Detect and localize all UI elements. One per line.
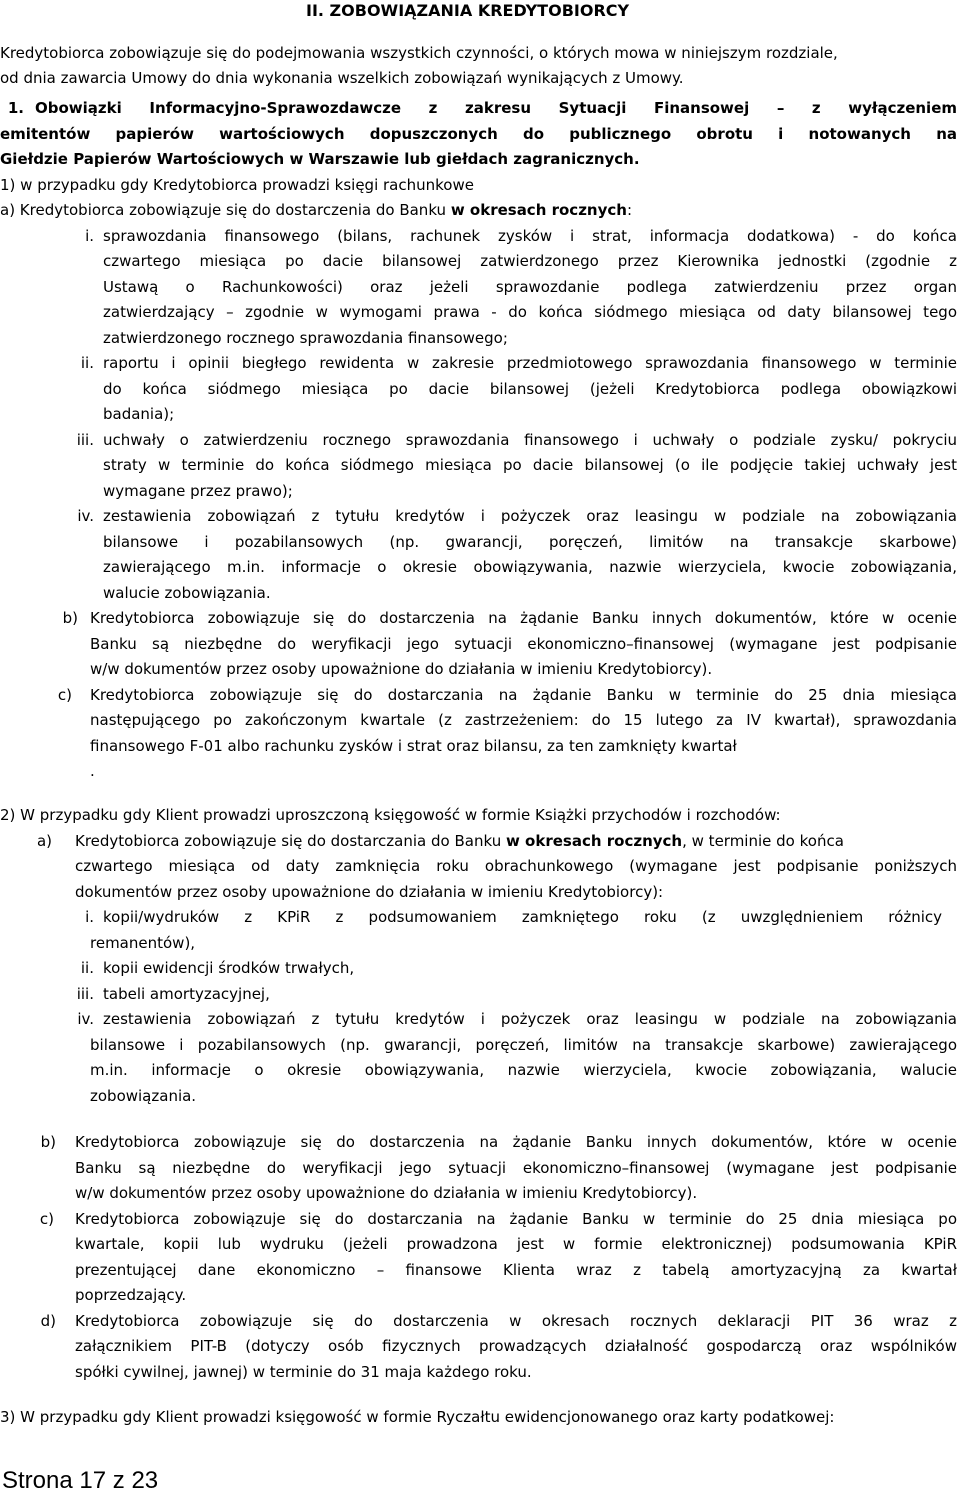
subsection-title: 3) W przypadku gdy Klient prowadzi księgowość w formie Ryczałtu ewidencjonowanego oraz karty podatkowej: [0,1408,835,1426]
list-item-line: badania); [103,405,175,423]
list-item-line: zestawienia zobowiązań z tytułu kredytów i pożyczek oraz leasingu w podziale na zobowiązania [103,507,957,525]
list-item-number: ii. [80,354,94,372]
subpoint-line: Kredytobiorca zobowiązuje się do dostarczenia w okresach rocznych deklaracji PIT 36 wraz z [75,1312,957,1330]
page-number: Strona 17 z 23 [2,1467,159,1494]
section-title: II. ZOBOWIĄZANIA KREDYTOBIORCY [306,1,630,20]
subpoint-label: c) [39,1210,54,1228]
subpoint-line: Banku są niezbędne do weryfikacji jego sytuacji ekonomiczno–finansowej (wymagane jest podpisanie [75,1159,957,1177]
subpoint-line: kwartale, kopii lub wydruku (jeżeli prowadzona jest w formie elektronicznej) podsumowania KPiR [75,1235,957,1253]
list-item-number: i. [85,227,94,245]
list-item-number: iv. [77,1010,94,1028]
subpoint-line: spółki cywilnej, jawnej) w terminie do 31 maja każdego roku. [75,1363,532,1381]
subpoint-label: b) [62,609,78,627]
subpoint-line: Kredytobiorca zobowiązuje się do dostarczenia na żądanie Banku innych dokumentów, które w ocenie [90,609,957,627]
subpoint-label: b) [40,1133,56,1151]
subpoint-line: Kredytobiorca zobowiązuje się do dostarczania na żądanie Banku w terminie do 25 dnia miesiąca [90,686,957,704]
point-heading-line: Obowiązki Informacyjno-Sprawozdawcze z zakresu Sytuacji Finansowej – z wyłączeniem [35,99,957,117]
subsection-title: 2) W przypadku gdy Klient prowadzi uproszczoną księgowość w formie Książki przychodów i rozchodów: [0,806,781,824]
subpoint-line: czwartego miesiąca od daty zamknięcia roku obrachunkowego (wymagane jest podpisanie poniższych [75,857,957,875]
list-item-line: kopii ewidencji środków trwałych, [103,959,355,977]
list-item-line: walucie zobowiązania. [103,584,271,602]
list-item-line: sprawozdania finansowego (bilans, rachunek zysków i strat, informacja dodatkowa) - do końca [103,227,957,245]
subpoint-line: dokumentów przez osoby upoważnione do działania w imieniu Kredytobiorcy): [75,883,664,901]
list-item-number: ii. [80,959,94,977]
subpoint-line: Banku są niezbędne do weryfikacji jego sytuacji ekonomiczno–finansowej (wymagane jest podpisanie [90,635,957,653]
list-item-number: i. [85,908,94,926]
subpoint-line: w/w dokumentów przez osoby upoważnione do działania w imieniu Kredytobiorcy). [90,660,713,678]
list-item-line: bilansowe i pozabilansowych (np. gwarancji, poręczeń, limitów na transakcje skarbowe) zawierającego [90,1036,957,1054]
list-item-line: raportu i opinii biegłego rewidenta w zakresie przedmiotowego sprawozdania finansowego w terminie [103,354,957,372]
subpoint-label: a) [36,832,52,850]
point-heading-line: emitentów papierów wartościowych dopuszczonych do publicznego obrotu i notowanych na [0,125,957,143]
subpoint-label: d) [40,1312,56,1330]
point-number: 1. [7,99,24,117]
intro-line: Kredytobiorca zobowiązuje się do podejmowania wszystkich czynności, o których mowa w niniejszym rozdziale, [0,44,838,62]
list-item-line: zobowiązania. [90,1087,197,1105]
subsection-a-intro: a) Kredytobiorca zobowiązuje się do dostarczenia do Banku w okresach rocznych: [0,201,633,219]
list-item-line: tabeli amortyzacyjnej, [103,985,270,1003]
list-item-line: remanentów), [90,934,196,952]
subpoint-line: prezentującej dane ekonomiczno – finansowe Klienta wraz z tabelą amortyzacyjną za kwartał [75,1261,957,1279]
list-item-line: czwartego miesiąca po dacie bilansowej zatwierdzonego przez Kierownika jednostki (zgodnie z [103,252,957,270]
list-item-line: straty w terminie do końca siódmego miesiąca po dacie bilansowej (o ile podjęcie takiej uchwały jest [103,456,957,474]
subpoint-line: Kredytobiorca zobowiązuje się do dostarczenia na żądanie Banku innych dokumentów, które w ocenie [75,1133,957,1151]
subpoint-line: następującego po zakończonym kwartale (z zastrzeżeniem: do 15 lutego za IV kwartał), sprawozdania [90,711,957,729]
list-item-line: zestawienia zobowiązań z tytułu kredytów i pożyczek oraz leasingu w podziale na zobowiązania [103,1010,957,1028]
subpoint-label: c) [57,686,72,704]
subpoint-line: załącznikiem PIT-B (dotyczy osób fizycznych prowadzących działalność gospodarczą oraz wspólników [75,1337,957,1355]
list-item-line: zawierającego m.in. informacje o okresie obowiązywania, nazwie wierzyciela, kwocie zobowiązania, [103,558,957,576]
list-item-number: iii. [76,431,94,449]
subpoint-line: w/w dokumentów przez osoby upoważnione do działania w imieniu Kredytobiorcy). [75,1184,698,1202]
subpoint-line: finansowego F-01 albo rachunku zysków i strat oraz bilansu, za ten zamknięty kwartał [90,737,737,755]
list-item-line: uchwały o zatwierdzeniu rocznego sprawozdania finansowego i uchwały o podziale zysku/ pokryciu [103,431,957,449]
subpoint-line: Kredytobiorca zobowiązuje się do dostarczania do Banku w okresach rocznych, w terminie do końca [75,832,844,850]
list-item-line: bilansowe i pozabilansowych (np. gwarancji, poręczeń, limitów na transakcje skarbowe) [103,533,957,551]
subpoint-line: . [90,762,95,780]
subpoint-line: Kredytobiorca zobowiązuje się do dostarczania na żądanie Banku w terminie do 25 dnia miesiąca po [75,1210,957,1228]
subsection-title: 1) w przypadku gdy Kredytobiorca prowadzi księgi rachunkowe [0,176,474,194]
subpoint-line: poprzedzający. [75,1286,187,1304]
list-item-line: m.in. informacje o okresie obowiązywania, nazwie wierzyciela, kwocie zobowiązania, walucie [90,1061,957,1079]
list-item-line: wymagane przez prawo); [103,482,293,500]
list-item-line: zatwierdzający – zgodnie w wymogami prawa - do końca siódmego miesiąca od daty bilansowej tego [103,303,957,321]
intro-line: od dnia zawarcia Umowy do dnia wykonania wszelkich zobowiązań wynikających z Umowy. [0,69,684,87]
point-heading-line: Giełdzie Papierów Wartościowych w Warszawie lub giełdach zagranicznych. [0,150,640,168]
list-item-line: kopii/wydruków z KPiR z podsumowaniem zamkniętego roku (z uwzględnieniem różnicy [103,908,942,926]
list-item-line: do końca siódmego miesiąca po dacie bilansowej (jeżeli Kredytobiorca podlega obowiązkowi [103,380,957,398]
list-item-number: iv. [77,507,94,525]
list-item-number: iii. [76,985,94,1003]
list-item-line: Ustawą o Rachunkowości) oraz jeżeli sprawozdanie podlega zatwierdzeniu przez organ [103,278,957,296]
list-item-line: zatwierdzonego rocznego sprawozdania finansowego; [103,329,508,347]
